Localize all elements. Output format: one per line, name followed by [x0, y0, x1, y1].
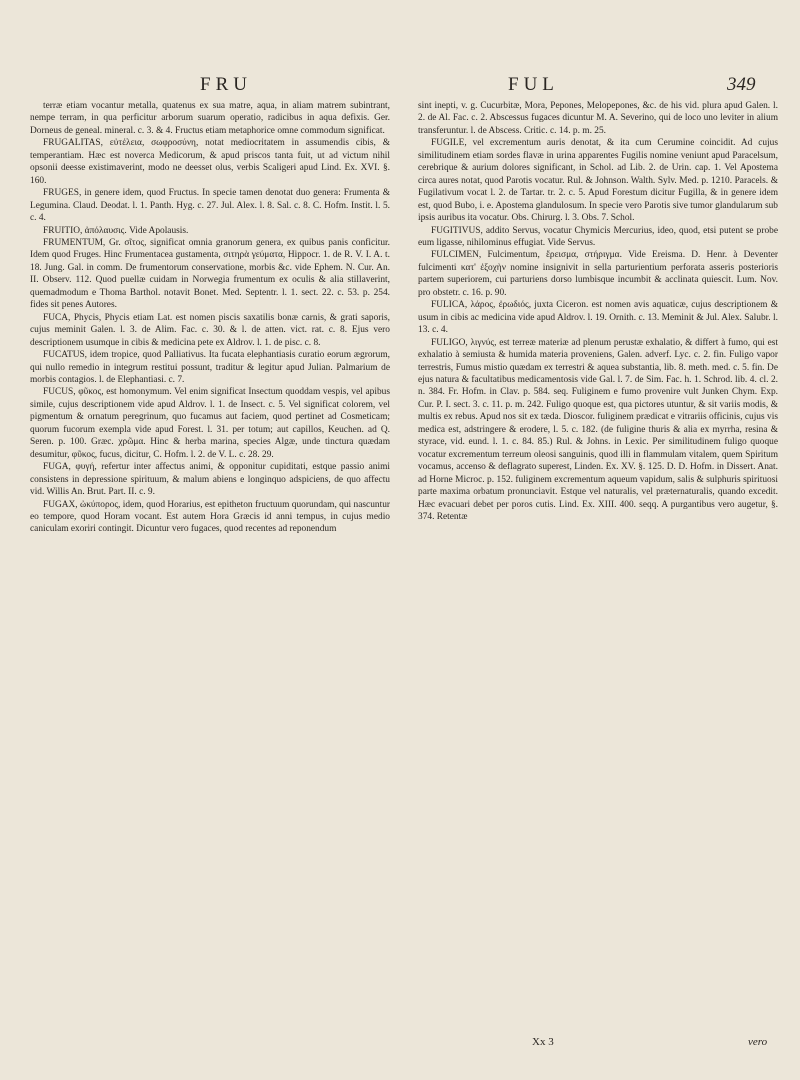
entry-fulcimen: FULCIMEN, Fulcimentum, ἔρεισμα, στήριγμα. Vide Ereisma. D. Henr. à Deventer fulcimenti κατ' ἐξοχὴν nomine insignivit in sella parturientium perforata asseris posterioris partem superiorem, cui parturiens dorso lumbisque incumbit & acclinata quiescit. Lum. Nov. pro obstetr. c. 16. p. 90.: [418, 250, 778, 298]
catchword: vero: [748, 1036, 768, 1048]
entry-fruges: FRUGES, in genere idem, quod Fructus. In specie tamen denotat duo genera: Frumenta & Legumina. Claud. Deodat. l. 1. Panth. Hyg. c. 27. Jul. Alex. l. 8. Sal. c. 8. C. Hofm. Instit. l. 5. c. 4.: [30, 188, 390, 224]
entry-fuligo: FULIGO, λιγνύς, est terreæ materiæ ad plenum perustæ exhalatio, & differt à fumo, qui est exhalatio à semiusta & humida materia proveniens, Galen. adverf. Lyc. c. 2. fin. Fuligo vapor terrestris, Fumus mistio quædam ex terrestri & aquea substantia, lib. 8. meth. med. c. 5. fin. De ejus natura & facultatibus medicamentosis vide Gal. l. 7. de Sim. Fac. h. 1. Schrod. lib. 4. cl. 2. n. 384. Fr. Hofm. in Clav. p. 584. seq. Fuliginem e fumo provenire vult Junken Chym. Exp. Cur. P. I. sect. 3. c. 11. p. m. 242. Fuligo quoque est, qua pictores utuntur, & sit variis modis, & multis ex rebus. Apud nos sit ex tæda. Dioscor. fuliginem prædicat e vitrariis officinis, cujus vis medica est, adstringere & erodere, l. 5. c. 182. (de fuligine thuris & alia ex myrrha, resina & styrace, vid. eund. l. 1. c. 84. 85.) Rul. & Johns. in Lexic. Per similitudinem fuligo quoque vocatur excrementum terreum oleosi sanguinis, quod illi in flammulam vitalem, quem Spiritum vocamus, accenso & deflagrato superest, Linden. Ex. XV. §. 125. D. D. Hofm. in Dissert. Anat. ad Horne Microc. p. 152. fuliginem excrementum aqueum vapidum, salis & sulphuris spirituosi parte maxima orbatum pronunciavit. Estque vel naturalis, vel præternaturalis, quando excedit. Hæc evacuari debet per poros cutis. Lind. Ex. XIII. 400. seqq. A purgantibus vero augetur, §. 374. Retentæ: [418, 337, 778, 522]
entry-frugalitas: FRUGALITAS, εὐτέλεια, σωφροσύνη, notat mediocritatem in assumendis cibis, & temperantiam. Hæc est noverca Medicorum, & apud priscos tanta fuit, ut ad victum nihil opsonii deesse existimaverint, modo ne deesset olus, verbis Scaligeri apud Lind. Ex. XVI. §. 160.: [30, 138, 390, 186]
entry-fucus: FUCUS, φῦκος, est homonymum. Vel enim significat Insectum quoddam vespis, vel apibus simile, cujus descriptionem vide apud Aldrov. l. 1. de Insect. c. 5. Vel significat colorem, vel pigmentum & ornatum peregrinum, quo fucamus aut faciem, quod pertinet ad Cosmeticam; quorum fucorum exempla vide apud Forest. l. 31. per totum; aut capillos, Keuchen. ad Q. Seren. p. 100. Græc. χρῶμα. Hinc & herba marina, species Algæ, unde tinctura quædam desumitur, φῦκος, fucus, dicitur, C. Hofm. l. 2. de V. L. c. 28. 29.: [30, 387, 390, 460]
left-column: [30, 100, 390, 536]
right-column: [418, 100, 778, 523]
entry-fuga: FUGA, φυγή, refertur inter affectus animi, & opponitur cupiditati, estque passio animi consistens in depressione spirituum, & malum abiens e longinquo adspiciens, de quo affectu vid. Willis An. Brut. Part. II. c. 9.: [30, 462, 390, 498]
signature-mark: Xx 3: [532, 1036, 554, 1048]
entry-fulica: FULICA, λάρος, ἐρωδιός, juxta Ciceron. est nomen avis aquaticæ, cujus descriptionem & usum in cibis ac medicina vide apud Aldrov. l. 19. Ornith. c. 13. Meminit & Jul. Alex. Salubr. l. 13. c. 4.: [418, 300, 778, 336]
entry-fucatus: FUCATUS, idem tropice, quod Palliativus. Ita fucata elephantiasis curatio eorum ægrorum, qui nullo remedio in integrum restitui possunt, traditur & legitur apud Julian. Palmarium de morbis contagios. l. de Elephantiasi. c. 7.: [30, 350, 390, 385]
entry-fruitio: FRUITIO, ἀπόλαυσις. Vide Apolausis.: [43, 225, 189, 236]
running-head-left: FRU: [200, 74, 252, 95]
entry-frumentum: FRUMENTUM, Gr. σῖτος, significat omnia granorum genera, ex quibus panis conficitur. Idem quod Fruges. Hinc Frumentacea gustamenta, σιτηρὰ γεύματα, Hippocr. 1. de R. V. I. A. t. 18. Jung. Gal. in comm. De frumentorum conservatione, morbis &c. vide Ephem. N. Cur. An. II. Observ. 112. Quod puellæ cuidam in Norwegia frumentum ex oculis & alia stillaverint, quemadmodum e Thoma Barthol. notavit Bonet. Med. Septentr. l. 1. sect. 22. c. 53. p. 254. fides sit penes Autores.: [30, 237, 390, 311]
entry-fugax: FUGAX, ὠκύπορος, idem, quod Horarius, est epitheton fructuum quorundam, qui nascuntur eo tempore, quod Horam vocant. Est autem Hora Græcis id anni tempus, in cujus medio caniculam exoriri contingit. Dicuntur vero fugaces, quod recentes ad reponendum: [30, 499, 390, 535]
entry-fugile: FUGILE, vel excrementum auris denotat, & ita cum Cerumine coincidit. Ad cujus similitudinem etiam sordes flavæ in urina apparentes Fugilis nomine veniunt apud Paracelsum, cerebrique & aurium dolores significant, in Schol. ad Lib. 2. de Urin. cap. 1. Vel Apostema circa aures notat, quod Parotis vocatur. Rul. & Johnson. Walth. Sylv. Med. p. 1210. Paracels. & Fugilativum vocat l. 2. de Tartar. tr. 2. c. 5. Apud Forestum dicitur Fugilla, & in genere idem est, quod Bubo, i. e. Apostema glandulosum. In specie vero Parotis sive tumor glandularum sub ipsis auribus ita vocatur. Obs. Chirurg. l. 3. Obs. 7. Schol.: [418, 138, 778, 224]
running-head-right: FUL: [508, 74, 559, 95]
paragraph-continuation: sint inepti, v. g. Cucurbitæ, Mora, Pepones, Melopepones, &c. de his vid. plura apud Galen. l. 2. de Al. Fac. c. 2. Abscessus fugaces dicuntur M. A. Severino, qui de loco uno leviter in alium transferuntur. l. de Abscess. Critic. c. 14. p. m. 25.: [418, 101, 778, 136]
paragraph-terrae: terræ etiam vocantur metalla, quatenus ex sua matre, aqua, in aliam matrem subintrant, nempe terram, in qua perficitur arborum suarum operatio, radicibus in aqua defixis. Ger. Dorneus de geneal. mineral. c. 3. & 4. Fructus etiam metaphorice omne commodum significat.: [30, 101, 390, 136]
entry-fuca: FUCA, Phycis, Phycis etiam Lat. est nomen piscis saxatilis bonæ carnis, & grati saporis, cujus meminit Galen. l. 3. de Alim. Fac. c. 30. & l. de atten. vict. rat. c. 8. Ejus vero descriptionem usumque in cibis & medicina pete ex Aldrov. l. 1. de pisc. c. 8.: [30, 312, 390, 348]
page-number: 349: [727, 74, 756, 95]
entry-fugitivus: FUGITIVUS, addito Servus, vocatur Chymicis Mercurius, ideo, quod, etsi putent se probe eum ligasse, nihilominus effugiat. Vide Servus.: [418, 225, 778, 248]
